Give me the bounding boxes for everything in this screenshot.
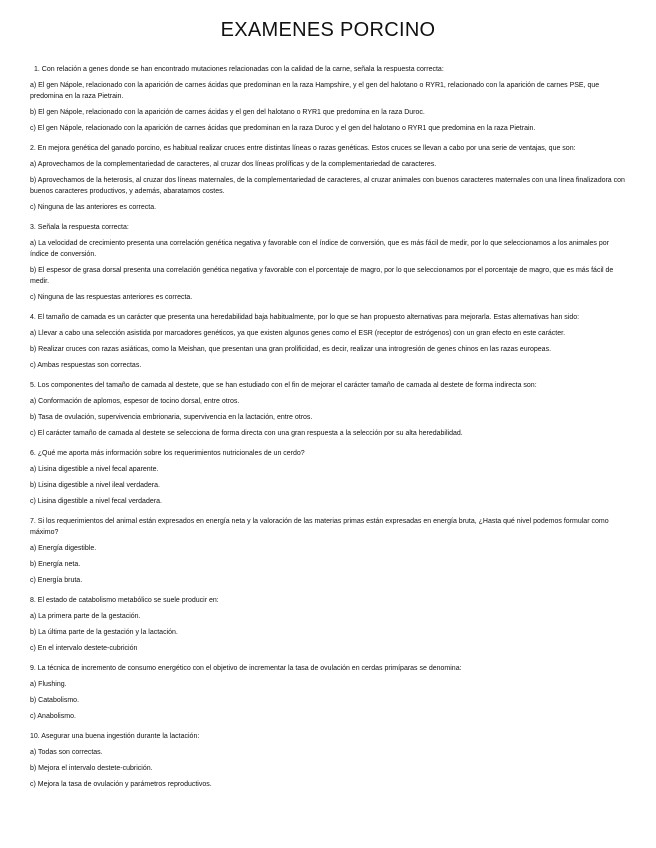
question-text: 4. El tamaño de camada es un carácter que presenta una heredabilidad baja habitualmente, por lo que se han propuesto alternativas para mejorarla. Estas alternativas han sido:	[30, 314, 580, 321]
answer-option-c: c) Ninguna de las anteriores es correcta.	[30, 204, 157, 211]
answer-option-b: b) El espesor de grasa dorsal presenta una correlación genética negativa y favorable con el porcentaje de magro, por lo que seleccionamos por el porcentaje de magro, que es más fácil de medir.	[30, 267, 614, 285]
answer-option-b: b) Catabolismo.	[30, 697, 80, 704]
document-title: EXAMENES PORCINO	[220, 19, 436, 41]
answer-option-a: a) El gen Nápole, relacionado con la aparición de carnes ácidas que predominan en la raza Hampshire, y el gen del halotano o RYR1, relacionado con la aparición de carnes PSE, que predomina en la raza Pietrain.	[30, 82, 600, 100]
answer-option-b: b) Lisina digestible a nivel ileal verdadera.	[30, 482, 160, 489]
answer-option-c: c) El carácter tamaño de camada al destete se selecciona de forma directa con una gran respuesta a la selección por su alta heredabilidad.	[30, 430, 463, 437]
answer-option-a: a) Todas son correctas.	[30, 749, 103, 756]
answer-option-c: c) Anabolismo.	[30, 713, 76, 720]
answer-option-c: c) Mejora la tasa de ovulación y parámetros reproductivos.	[30, 781, 212, 788]
question-text: 5. Los componentes del tamaño de camada al destete, que se han estudiado con el fin de mejorar el carácter tamaño de camada al destete de forma indirecta son:	[30, 382, 537, 389]
answer-option-b: b) Realizar cruces con razas asiáticas, como la Meishan, que presentan una gran prolificidad, es decir, realizar una introgresión de genes chinos en las razas europeas.	[30, 346, 552, 353]
answer-option-b: b) Mejora el intervalo destete-cubrición.	[30, 765, 153, 772]
answer-option-a: a) Llevar a cabo una selección asistida por marcadores genéticos, ya que existen algunos genes como el ESR (receptor de estrógenos) con un gran efecto en este carácter.	[30, 330, 566, 337]
question-text: 7. Si los requerimientos del animal están expresados en energía neta y la valoración de las materias primas están expresadas en energía bruta, ¿Hasta qué nivel podemos formular como máximo?	[30, 518, 609, 536]
answer-option-a: a) La primera parte de la gestación.	[30, 613, 141, 620]
answer-option-a: a) Energía digestible.	[30, 545, 97, 552]
question-8	[30, 595, 626, 654]
question-6	[30, 448, 626, 507]
answer-option-c: c) Ambas respuestas son correctas.	[30, 362, 142, 369]
question-4	[30, 312, 626, 371]
question-5	[30, 380, 626, 439]
answer-option-b: b) El gen Nápole, relacionado con la aparición de carnes ácidas y el gen del halotano o RYR1 que predomina en la raza Duroc.	[30, 109, 425, 116]
question-text: 9. La técnica de incremento de consumo energético con el objetivo de incrementar la tasa de ovulación en cerdas primíparas se denomina:	[30, 665, 462, 672]
answer-option-a: a) Lisina digestible a nivel fecal aparente.	[30, 466, 159, 473]
answer-option-b: b) La última parte de la gestación y la lactación.	[30, 629, 178, 636]
answer-option-a: a) Flushing.	[30, 681, 67, 688]
question-9	[30, 663, 626, 722]
question-text: 1. Con relación a genes donde se han encontrado mutaciones relacionadas con la calidad de la carne, señala la respuesta correcta:	[34, 66, 444, 73]
answer-option-b: b) Energía neta.	[30, 561, 81, 568]
answer-option-c: c) Ninguna de las respuestas anteriores es correcta.	[30, 294, 193, 301]
question-text: 3. Señala la respuesta correcta:	[30, 224, 129, 231]
question-text: 8. El estado de catabolismo metabólico se suele producir en:	[30, 597, 219, 604]
question-3	[30, 222, 626, 303]
answer-option-c: c) En el intervalo destete-cubrición	[30, 645, 138, 652]
answer-option-b: b) Aprovechamos de la heterosis, al cruzar dos líneas maternales, de la complementariedad de caracteres, al cruzar animales con buenos caracteres maternales con una línea finalizadora con buenos caracteres productivos, y además, abaratamos costes.	[30, 177, 625, 195]
question-10	[30, 731, 626, 790]
answer-option-a: a) La velocidad de crecimiento presenta una correlación genética negativa y favorable con el índice de conversión, que es más fácil de medir, por lo que seleccionamos a los animales por índice de conversión.	[30, 240, 609, 258]
answer-option-c: c) Lisina digestible a nivel fecal verdadera.	[30, 498, 162, 505]
question-text: 6. ¿Qué me aporta más información sobre los requerimientos nutricionales de un cerdo?	[30, 450, 305, 457]
question-text: 2. En mejora genética del ganado porcino, es habitual realizar cruces entre distintas líneas o razas genéticas. Estos cruces se llevan a cabo por una serie de ventajas, que son:	[30, 145, 576, 152]
question-2	[30, 143, 626, 213]
answer-option-b: b) Tasa de ovulación, supervivencia embrionaria, supervivencia en la lactación, entre otros.	[30, 414, 313, 421]
answer-option-a: a) Conformación de aplomos, espesor de tocino dorsal, entre otros.	[30, 398, 240, 405]
question-text: 10. Asegurar una buena ingestión durante la lactación:	[30, 733, 200, 740]
question-7	[30, 516, 626, 586]
answer-option-c: c) Energía bruta.	[30, 577, 83, 584]
question-1	[30, 64, 626, 134]
answer-option-a: a) Aprovechamos de la complementariedad de caracteres, al cruzar dos líneas prolíficas y de la complementariedad de caracteres.	[30, 161, 437, 168]
answer-option-c: c) El gen Nápole, relacionado con la aparición de carnes ácidas que predominan en la raza Duroc y el gen del halotano o RYR1 que predomina en la raza Pietrain.	[30, 125, 536, 132]
